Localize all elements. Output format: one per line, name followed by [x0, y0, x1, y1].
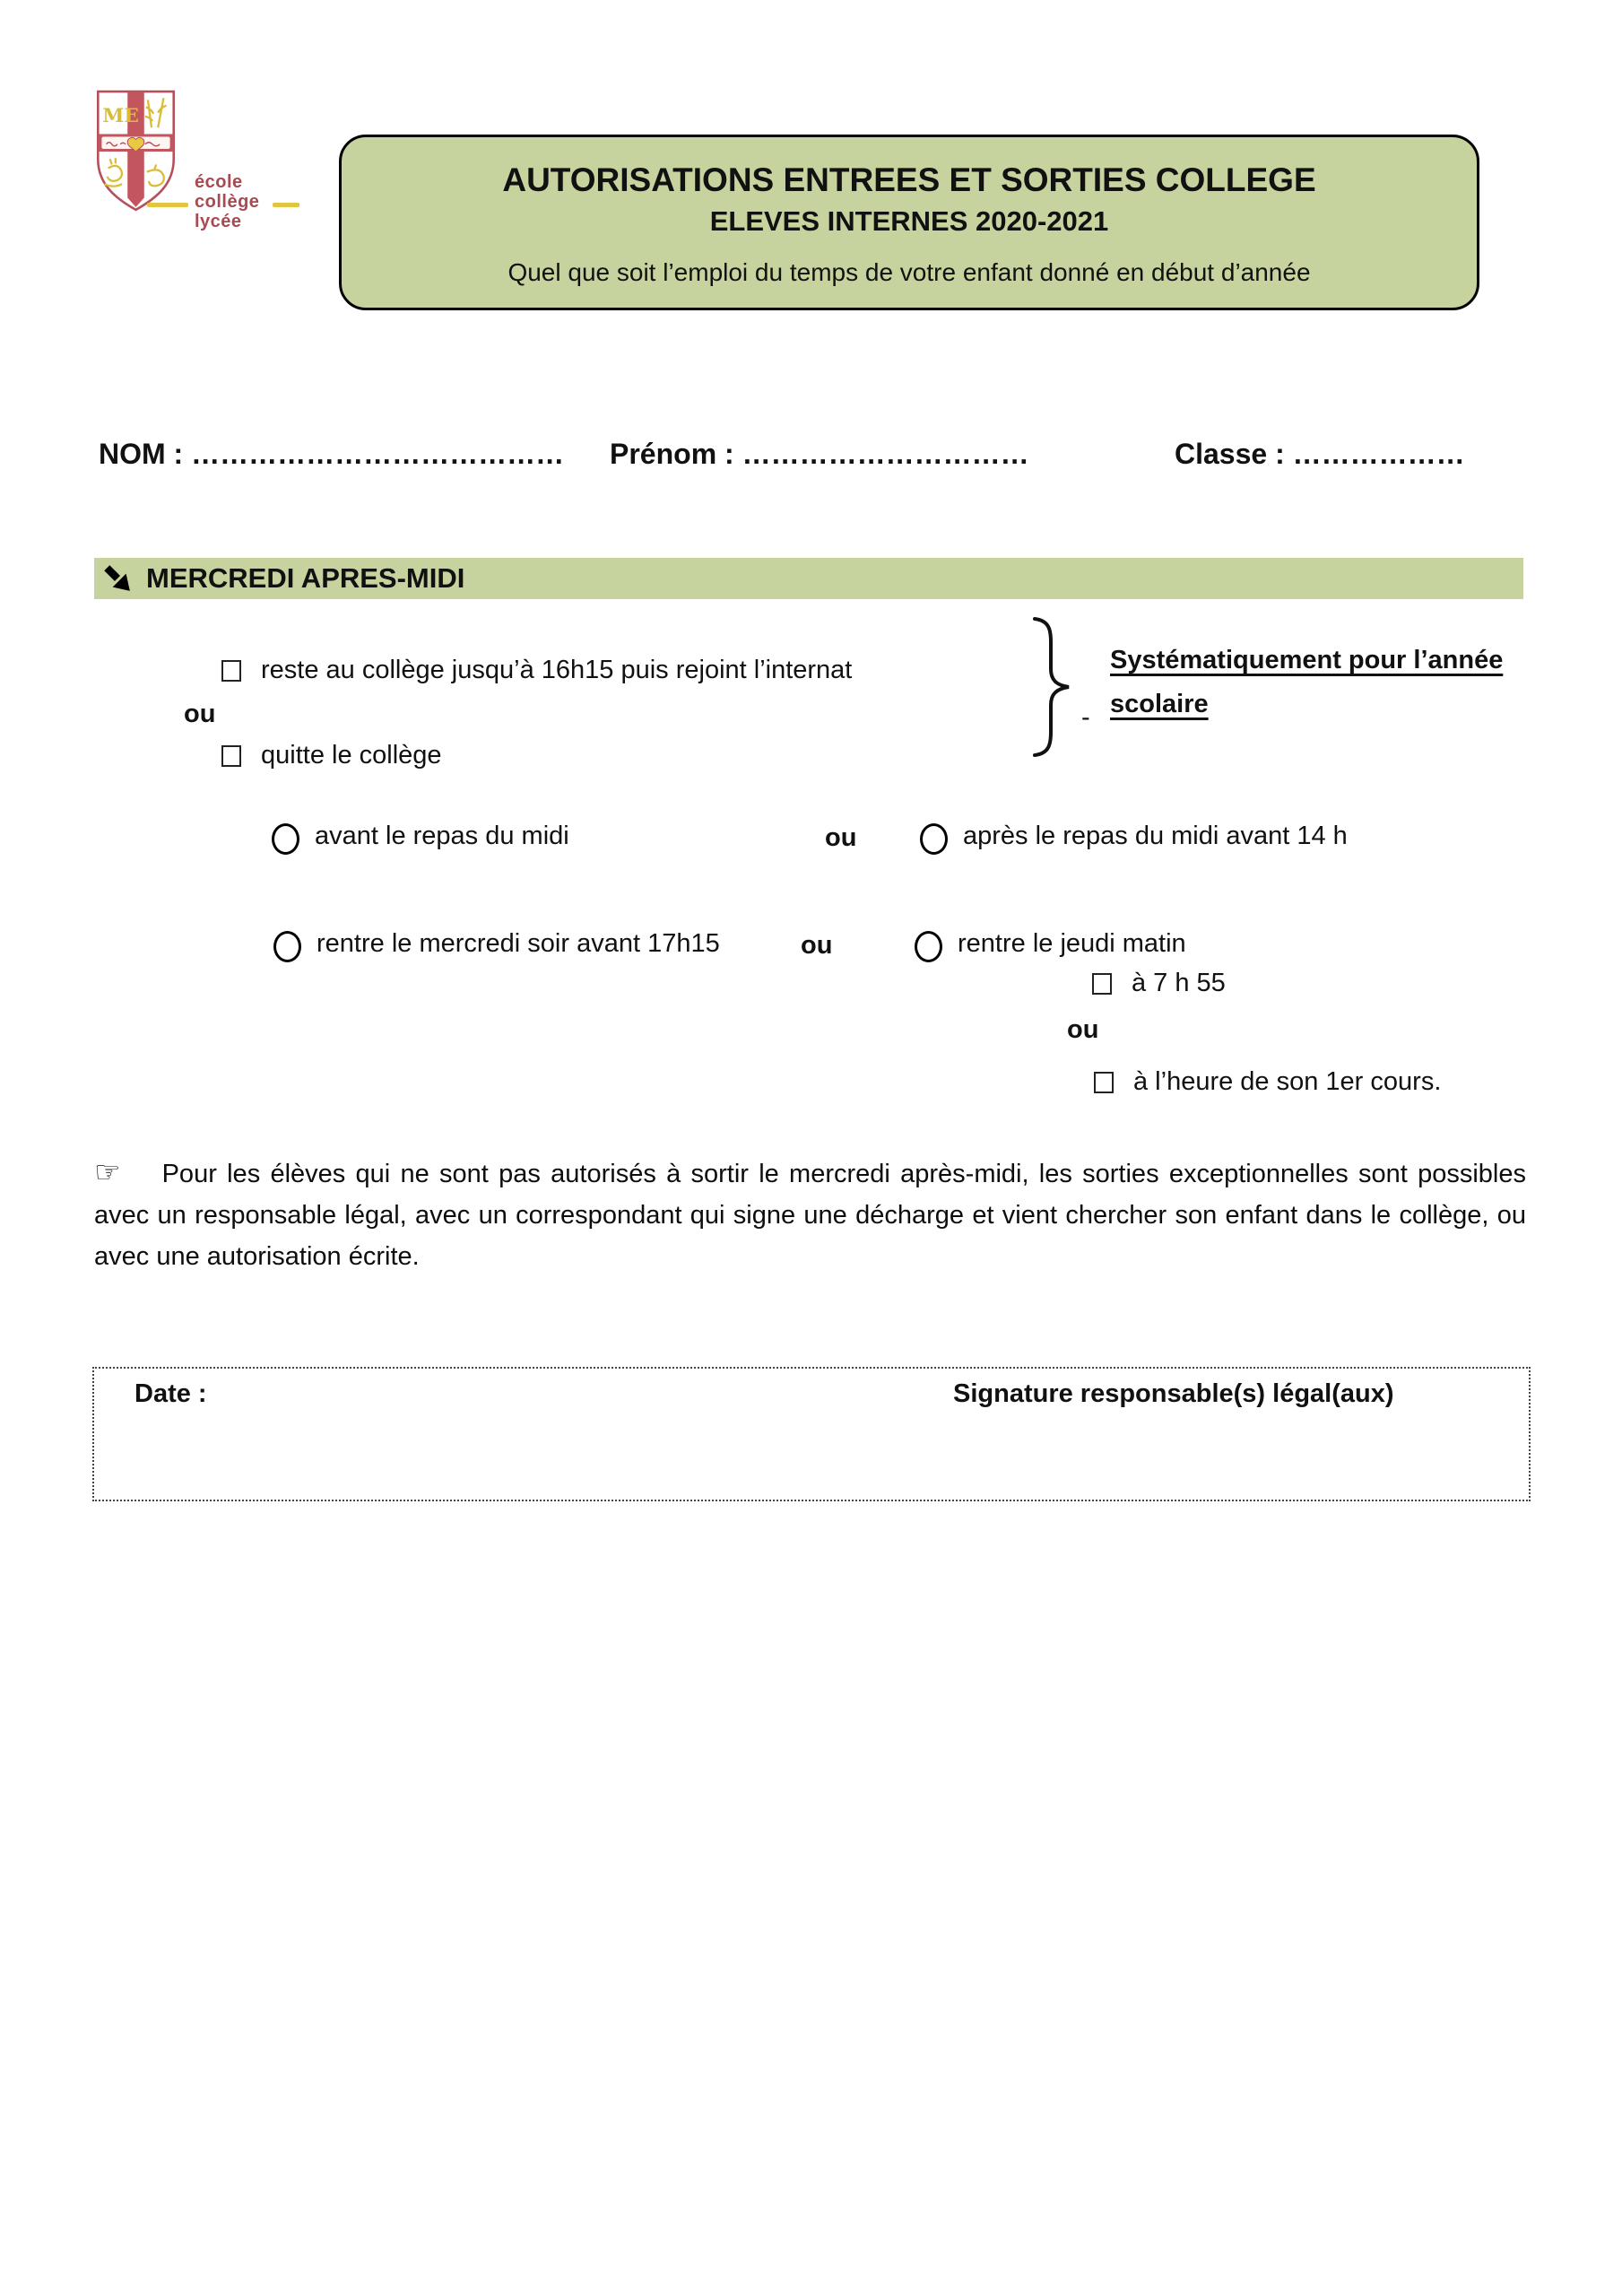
school-crest-icon	[90, 88, 182, 213]
option-quitte-college-label: quitte le collège	[261, 741, 442, 770]
section-header	[94, 558, 1523, 599]
radio-rentre-jeudi[interactable]	[915, 931, 942, 962]
exception-note	[94, 1152, 1526, 1277]
side-note: Systématiquement pour l’année scolaire	[1110, 646, 1504, 718]
option-rentre-mercredi-label: rentre le mercredi soir avant 17h15	[317, 929, 720, 958]
option-1er-cours	[1094, 1067, 1441, 1097]
checkbox-reste-internat[interactable]	[221, 660, 241, 682]
logo-level-ecole: école	[195, 172, 243, 192]
field-nom: NOM : …………………………………	[99, 438, 565, 470]
or-separator-row2: ou	[801, 931, 833, 960]
option-quitte-college	[221, 741, 442, 770]
checkbox-7h55[interactable]	[1092, 973, 1112, 995]
crest-initials: ME	[102, 105, 139, 128]
logo-dash-left	[147, 203, 188, 207]
form-subtitle: ELEVES INTERNES 2020-2021	[709, 205, 1109, 237]
pointing-hand-icon: ☞	[94, 1154, 121, 1189]
option-7h55-label: à 7 h 55	[1132, 969, 1226, 997]
signature-box	[92, 1367, 1531, 1501]
field-classe: Classe : ………………	[1175, 438, 1465, 470]
title-banner	[339, 135, 1479, 310]
signature-label: Signature responsable(s) légal(aux)	[953, 1379, 1394, 1408]
south-east-arrow-icon	[103, 564, 132, 593]
checkbox-quitte-college[interactable]	[221, 745, 241, 767]
checkbox-1er-cours[interactable]	[1094, 1072, 1114, 1093]
or-separator-sub: ou	[1067, 1015, 1099, 1044]
section-title: MERCREDI APRES-MIDI	[146, 562, 465, 594]
date-label: Date :	[134, 1379, 207, 1408]
field-prenom: Prénom : …………………………	[610, 438, 1029, 470]
school-logo	[90, 85, 305, 231]
option-avant-repas	[272, 822, 569, 855]
option-1er-cours-label: à l’heure de son 1er cours.	[1133, 1067, 1442, 1096]
or-separator-row1: ou	[825, 823, 857, 852]
form-title: AUTORISATIONS ENTREES ET SORTIES COLLEGE	[502, 161, 1316, 198]
option-rentre-jeudi-label: rentre le jeudi matin	[958, 929, 1186, 958]
option-rentre-jeudi	[915, 929, 1186, 962]
logo-levels	[195, 172, 259, 231]
curly-brace-icon	[1028, 615, 1076, 759]
option-avant-repas-label: avant le repas du midi	[315, 822, 569, 850]
side-note-dash: -	[1081, 703, 1090, 732]
option-apres-repas-label: après le repas du midi avant 14 h	[963, 822, 1348, 850]
logo-level-college: collège	[195, 192, 260, 212]
option-reste-internat	[221, 656, 852, 685]
logo-dash-right	[273, 203, 299, 207]
form-tagline: Quel que soit l’emploi du temps de votre enfant donné en début d’année	[507, 258, 1311, 286]
option-rentre-mercredi	[273, 929, 720, 962]
option-7h55	[1092, 969, 1226, 998]
radio-rentre-mercredi[interactable]	[273, 931, 301, 962]
or-separator-1: ou	[184, 700, 216, 728]
radio-avant-repas[interactable]	[272, 823, 299, 855]
logo-level-lycee: lycée	[195, 212, 242, 231]
option-reste-internat-label: reste au collège jusqu’à 16h15 puis rejoint l’internat	[261, 656, 853, 684]
option-apres-repas	[920, 822, 1348, 855]
radio-apres-repas[interactable]	[920, 823, 948, 855]
exception-note-text: Pour les élèves qui ne sont pas autorisés à sortir le mercredi après-midi, les sorties exceptionnelles sont possibles avec un responsable légal, avec un correspondant qui signe une décharge et vient chercher son enfant dans le collège, ou avec une autorisation écrite.	[94, 1160, 1526, 1271]
